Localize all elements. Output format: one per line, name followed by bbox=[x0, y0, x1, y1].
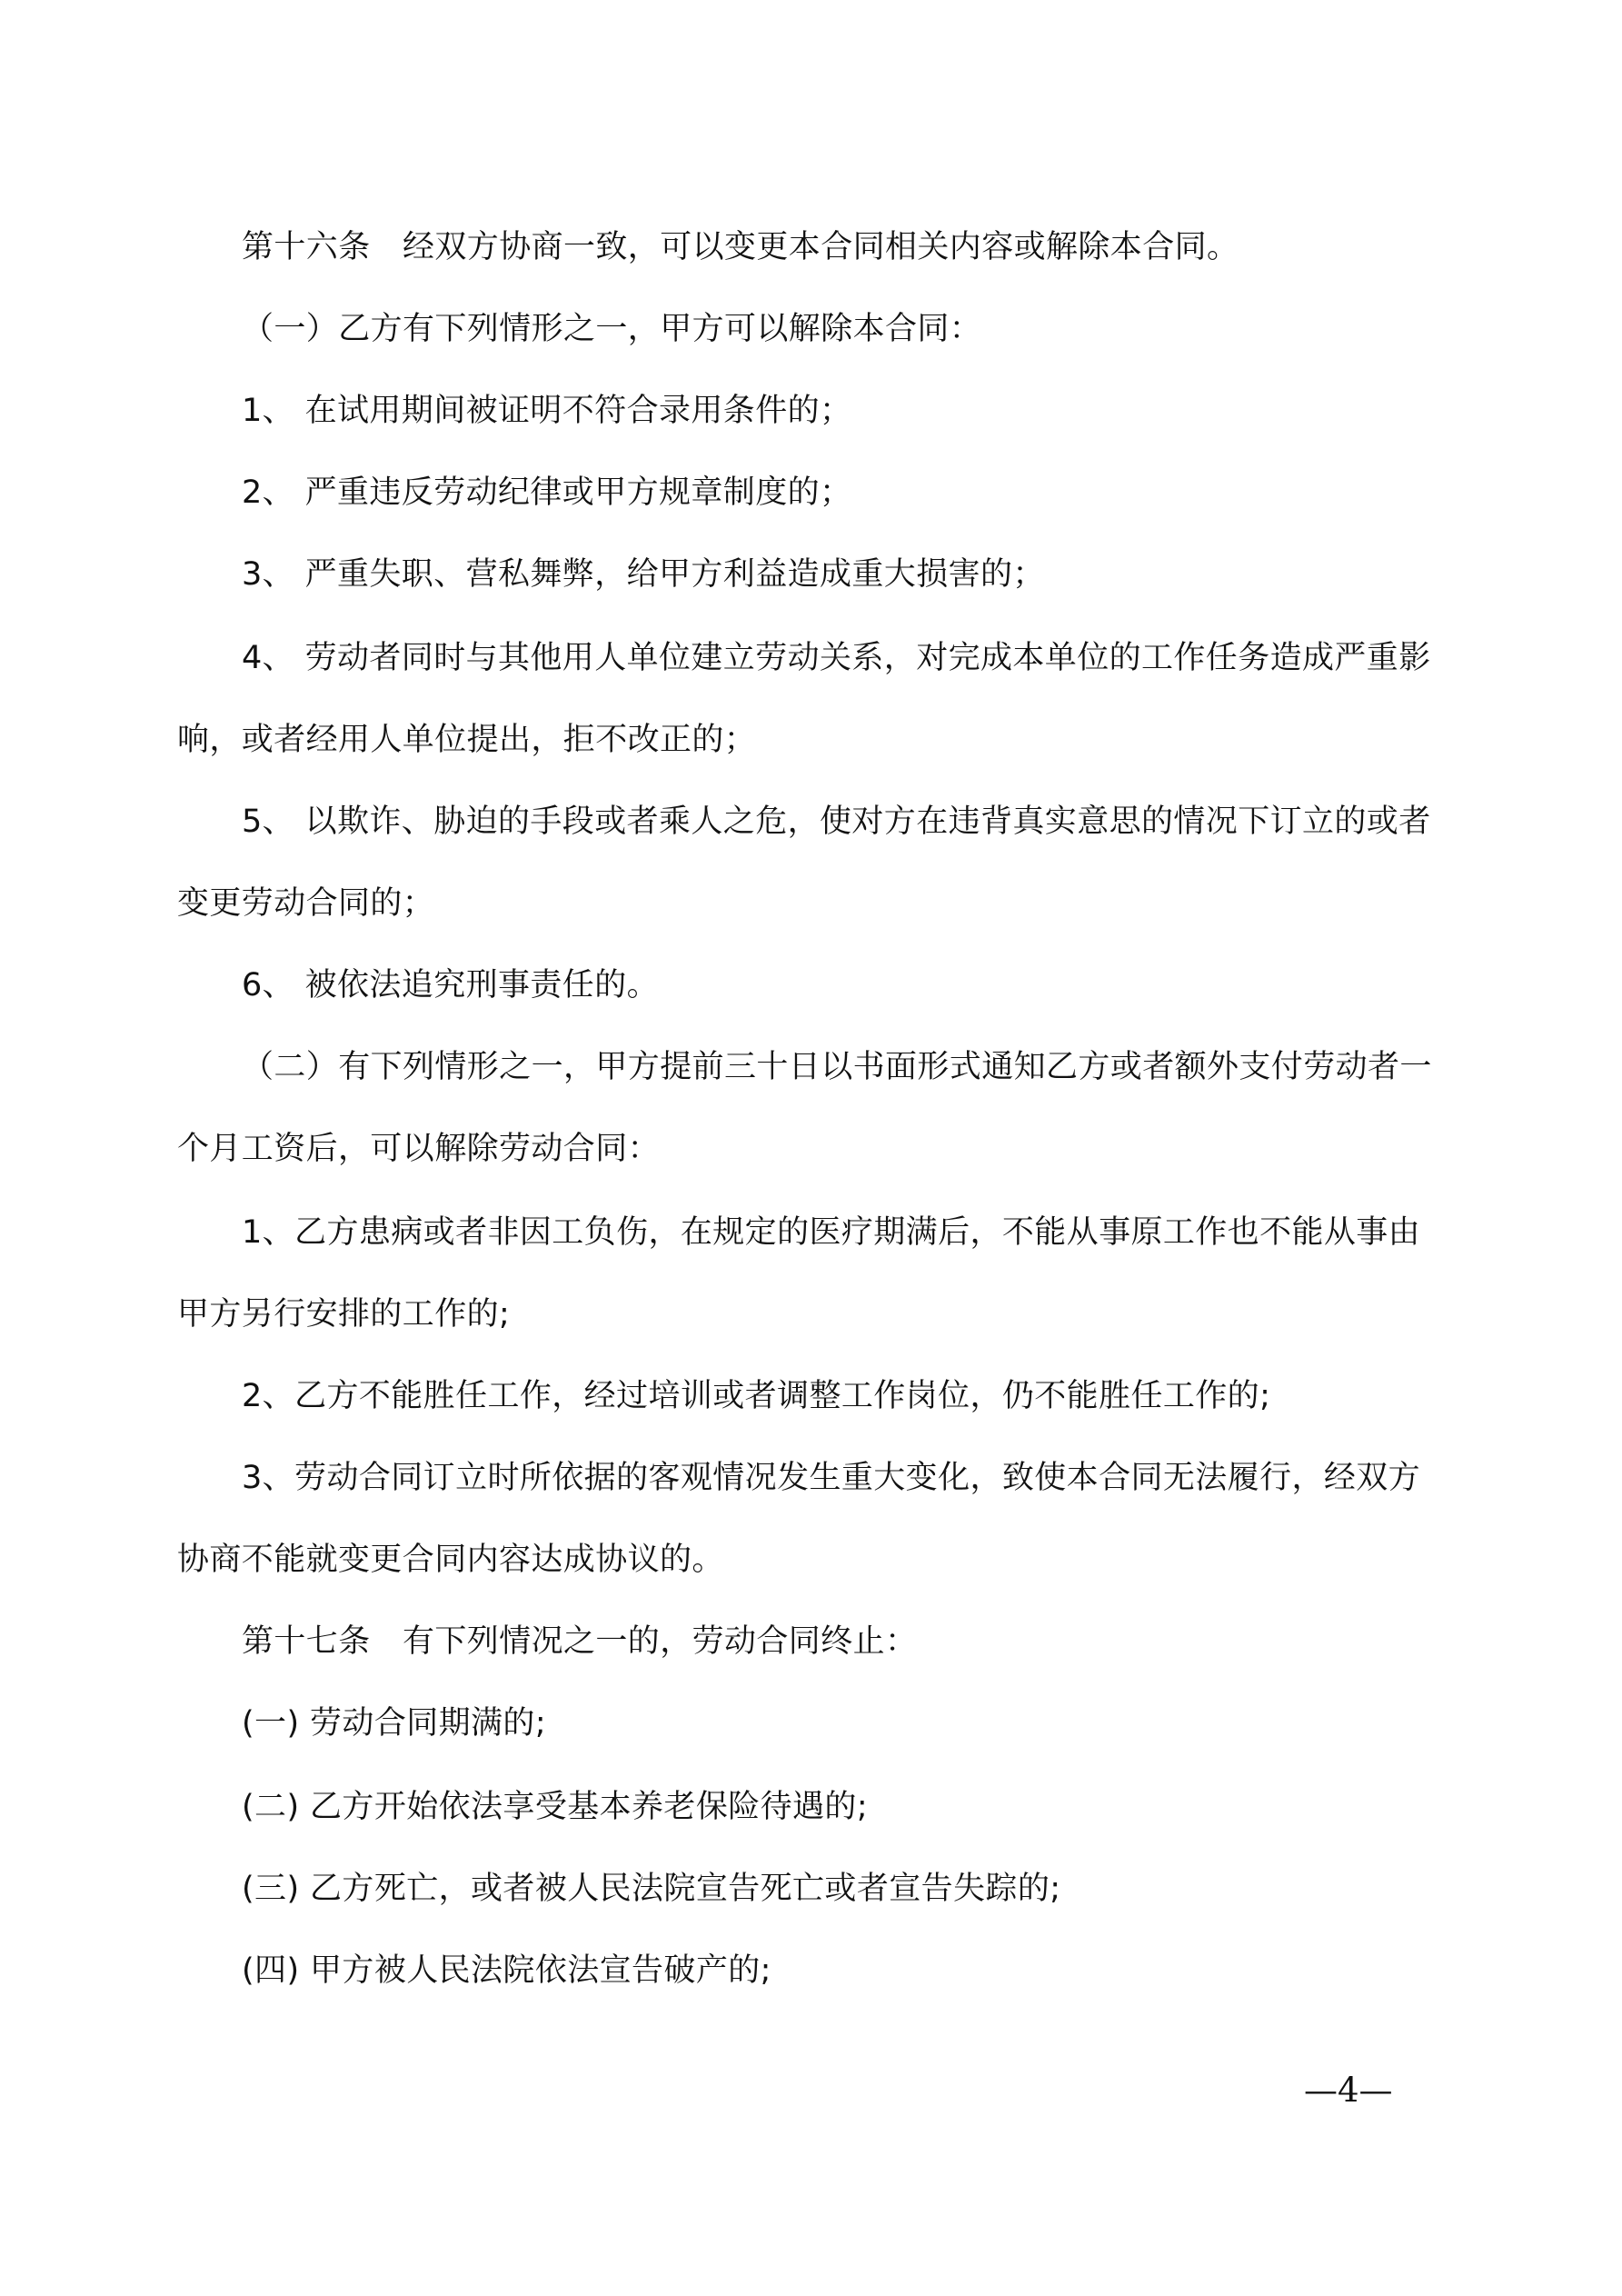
clause-1-item-6: 6、 被依法追究刑事责任的。 bbox=[242, 967, 659, 1003]
article-16-heading: 第十六条 经双方协商一致，可以变更本合同相关内容或解除本合同。 bbox=[242, 229, 1239, 265]
page-number: —4— bbox=[1304, 2071, 1393, 2110]
clause-1-item-5-line-2: 变更劳动合同的； bbox=[177, 885, 435, 922]
clause-2-item-3-line-1: 3、劳动合同订立时所依据的客观情况发生重大变化，致使本合同无法履行，经双方 bbox=[242, 1460, 1421, 1496]
clause-1-item-5-line-1: 5、 以欺诈、胁迫的手段或者乘人之危，使对方在违背真实意思的情况下订立的或者 bbox=[242, 804, 1431, 840]
clause-2-item-1-line-2: 甲方另行安排的工作的; bbox=[177, 1296, 511, 1333]
clause-1-item-4-line-2: 响，或者经用人单位提出，拒不改正的； bbox=[177, 722, 757, 758]
clause-2-heading-line-2: 个月工资后，可以解除劳动合同： bbox=[177, 1131, 661, 1167]
clause-2-heading-line-1: （二）有下列情形之一，甲方提前三十日以书面形式通知乙方或者额外支付劳动者一 bbox=[242, 1049, 1432, 1085]
article-17-item-4: (四) 甲方被人民法院依法宣告破产的; bbox=[242, 1952, 771, 1989]
clause-1-item-3: 3、 严重失职、营私舞弊，给甲方利益造成重大损害的； bbox=[242, 556, 1045, 593]
article-17-item-1: (一) 劳动合同期满的; bbox=[242, 1705, 547, 1742]
clause-2-item-2: 2、乙方不能胜任工作，经过培训或者调整工作岗位，仍不能胜任工作的; bbox=[242, 1378, 1271, 1414]
clause-1-heading: （一）乙方有下列情形之一，甲方可以解除本合同： bbox=[242, 311, 982, 347]
article-17-heading: 第十七条 有下列情况之一的，劳动合同终止： bbox=[242, 1623, 918, 1660]
clause-1-item-1: 1、 在试用期间被证明不符合录用条件的； bbox=[242, 393, 852, 429]
clause-2-item-3-line-2: 协商不能就变更合同内容达成协议的。 bbox=[177, 1542, 724, 1578]
clause-2-item-1-line-1: 1、乙方患病或者非因工负伤，在规定的医疗期满后，不能从事原工作也不能从事由 bbox=[242, 1214, 1421, 1251]
clause-1-item-4-line-1: 4、 劳动者同时与其他用人单位建立劳动关系，对完成本单位的工作任务造成严重影 bbox=[242, 640, 1431, 676]
article-17-item-3: (三) 乙方死亡，或者被人民法院宣告死亡或者宣告失踪的; bbox=[242, 1871, 1061, 1907]
clause-1-item-2: 2、 严重违反劳动纪律或甲方规章制度的； bbox=[242, 474, 852, 511]
article-17-item-2: (二) 乙方开始依法享受基本养老保险待遇的; bbox=[242, 1789, 869, 1825]
